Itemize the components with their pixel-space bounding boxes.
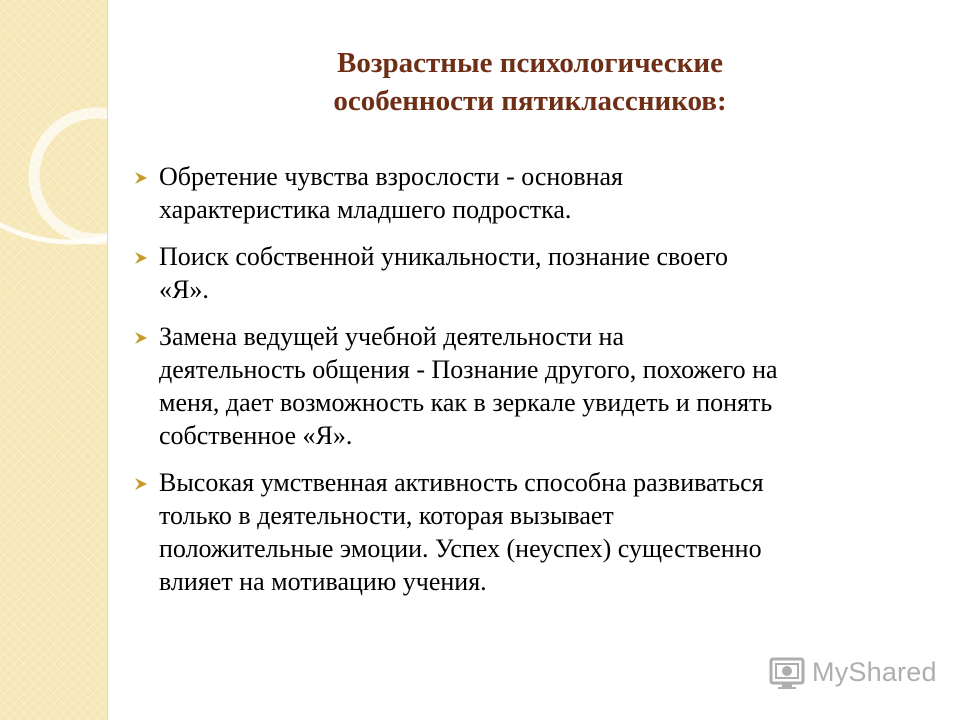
title-line-1: Возрастные психологические: [337, 47, 723, 79]
bullet-4-line-3: положительные эмоции. Успех (неуспех) существенно: [159, 534, 762, 563]
sidebar-ring: [34, 113, 107, 239]
bullet-1-line-2: характеристика младшего подростка.: [159, 195, 572, 224]
bullet-3-line-3: меня, дает возможность как в зеркале увидеть и понять: [159, 388, 773, 417]
bullet-1-line-1: Обретение чувства взрослости - основная: [159, 162, 624, 191]
slide-title: [150, 44, 910, 120]
arrow-bullet-icon: [134, 251, 148, 265]
arrow-bullet-icon: [134, 171, 148, 185]
sidebar-circles: [0, 0, 107, 720]
bullet-item-3: [133, 320, 933, 452]
decorative-sidebar: [0, 0, 108, 720]
sidebar-large-circle: [0, 0, 107, 242]
bullet-2-line-2: «Я».: [159, 275, 209, 304]
bullet-4-line-2: только в деятельности, которая вызывает: [159, 501, 614, 530]
bullet-item-2: [133, 240, 933, 306]
myshared-logo-icon: [768, 653, 806, 691]
myshared-watermark: [768, 652, 937, 692]
arrow-bullet-icon: [134, 477, 148, 491]
bullet-2-line-1: Поиск собственной уникальности, познание своего: [159, 242, 729, 271]
bullet-3-line-4: собственное «Я».: [159, 421, 353, 450]
title-line-2: особенности пятиклассников:: [333, 85, 727, 117]
watermark-text: MyShared: [812, 656, 937, 687]
bullet-3-line-1: Замена ведущей учебной деятельности на: [159, 322, 625, 351]
bullet-list: [133, 160, 933, 598]
bullet-4-line-1: Высокая умственная активность способна развиваться: [159, 468, 764, 497]
arrow-bullet-icon: [134, 331, 148, 345]
bullet-4-line-4: влияет на мотивацию учения.: [159, 567, 487, 596]
bullet-item-1: [133, 160, 933, 226]
bullet-item-4: [133, 466, 933, 598]
bullet-3-line-2: деятельность общения - Познание другого, похожего на: [159, 355, 778, 384]
